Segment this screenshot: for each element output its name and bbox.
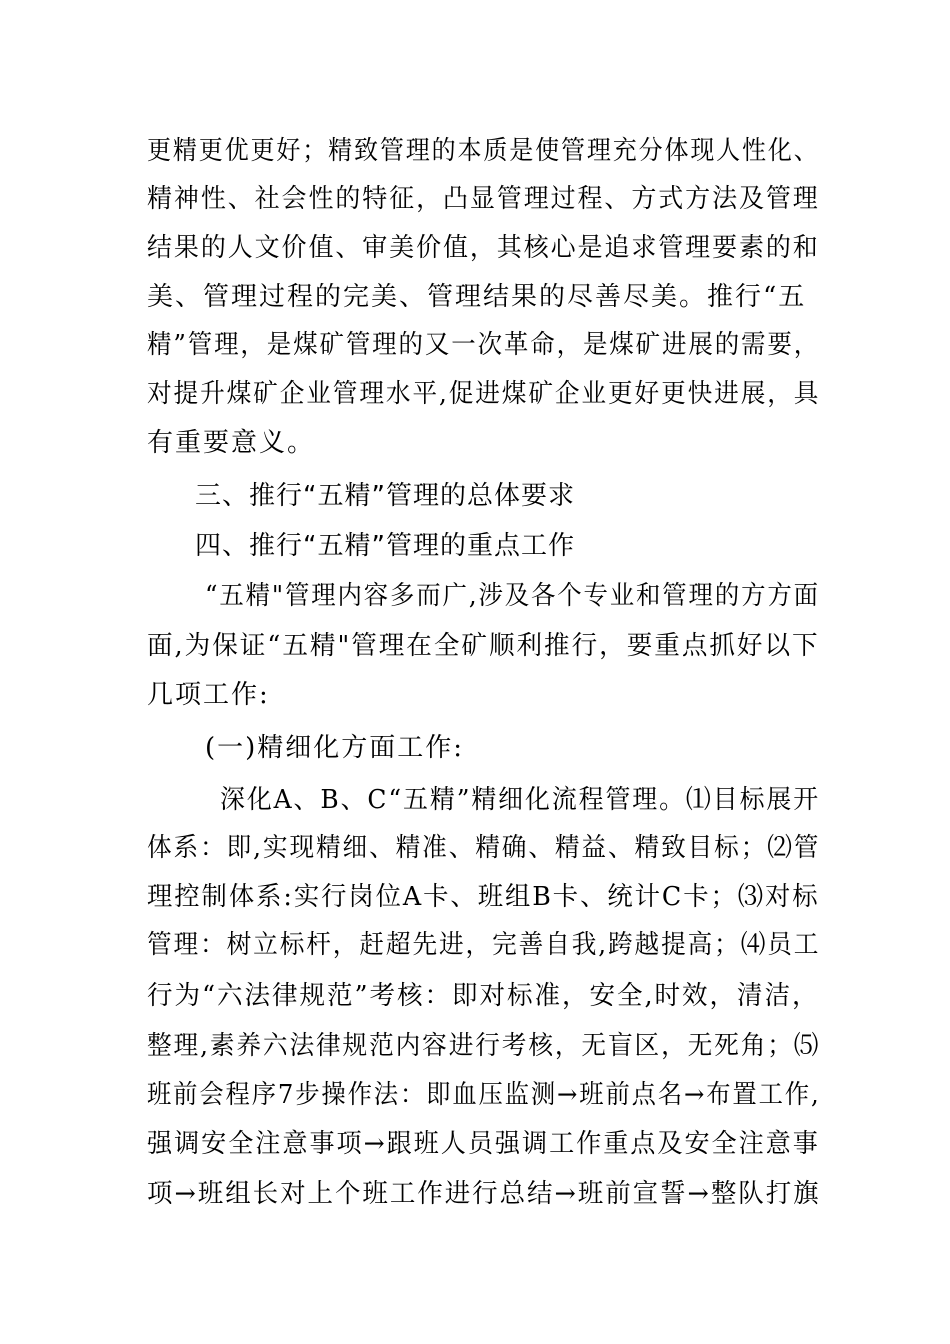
paragraph-line: 管理：树立标杆，赶超先进，完善自我,跨越提高；⑷员工 [147,930,821,960]
paragraph-line: 美、管理过程的完美、管理结果的尽善尽美。推行“五 [147,282,807,312]
subsection-heading: (一)精细化方面工作: [205,733,465,763]
paragraph-line: 项→班组长对上个班工作进行总结→班前宣誓→整队打旗 [147,1179,821,1209]
paragraph-line: 理控制体系:实行岗位A卡、班组B卡、统计C卡；⑶对标 [147,882,820,912]
paragraph-line: 行为“六法律规范”考核：即对标准，安全,时效，清洁， [147,981,820,1011]
paragraph-line: 整理,素养六法律规范内容进行考核，无盲区，无死角；⑸ [147,1031,821,1061]
paragraph-line: 对提升煤矿企业管理水平,促进煤矿企业更好更快进展，具 [147,379,821,409]
paragraph-line: 面,为保证“五精"管理在全矿顺利推行，要重点抓好以下 [147,631,820,661]
paragraph-line: 班前会程序7步操作法：即血压监测→班前点名→布置工作, [147,1080,821,1110]
paragraph-line: 结果的人文价值、审美价值，其核心是追求管理要素的和 [147,233,820,263]
paragraph-line: 几项工作: [147,680,270,710]
section-heading: 三、推行“五精”管理的总体要求 [195,481,575,511]
paragraph-line: “五精"管理内容多而广,涉及各个专业和管理的方方面 [205,581,820,611]
paragraph-line: 精神性、社会性的特征，凸显管理过程、方式方法及管理 [147,184,820,214]
paragraph-line: 深化A、B、C“五精”精细化流程管理。⑴目标展开 [220,785,821,815]
paragraph-line: 体系：即,实现精细、精准、精确、精益、精致目标；⑵管 [147,833,821,863]
paragraph-line: 更精更优更好；精致管理的本质是使管理充分体现人性化、 [147,136,820,166]
paragraph-line: 强调安全注意事项→跟班人员强调工作重点及安全注意事 [147,1129,820,1159]
paragraph-line: 精”管理，是煤矿管理的又一次革命，是煤矿进展的需要， [147,330,821,360]
section-heading: 四、推行“五精”管理的重点工作 [195,531,575,561]
paragraph-line: 有重要意义。 [147,428,316,458]
